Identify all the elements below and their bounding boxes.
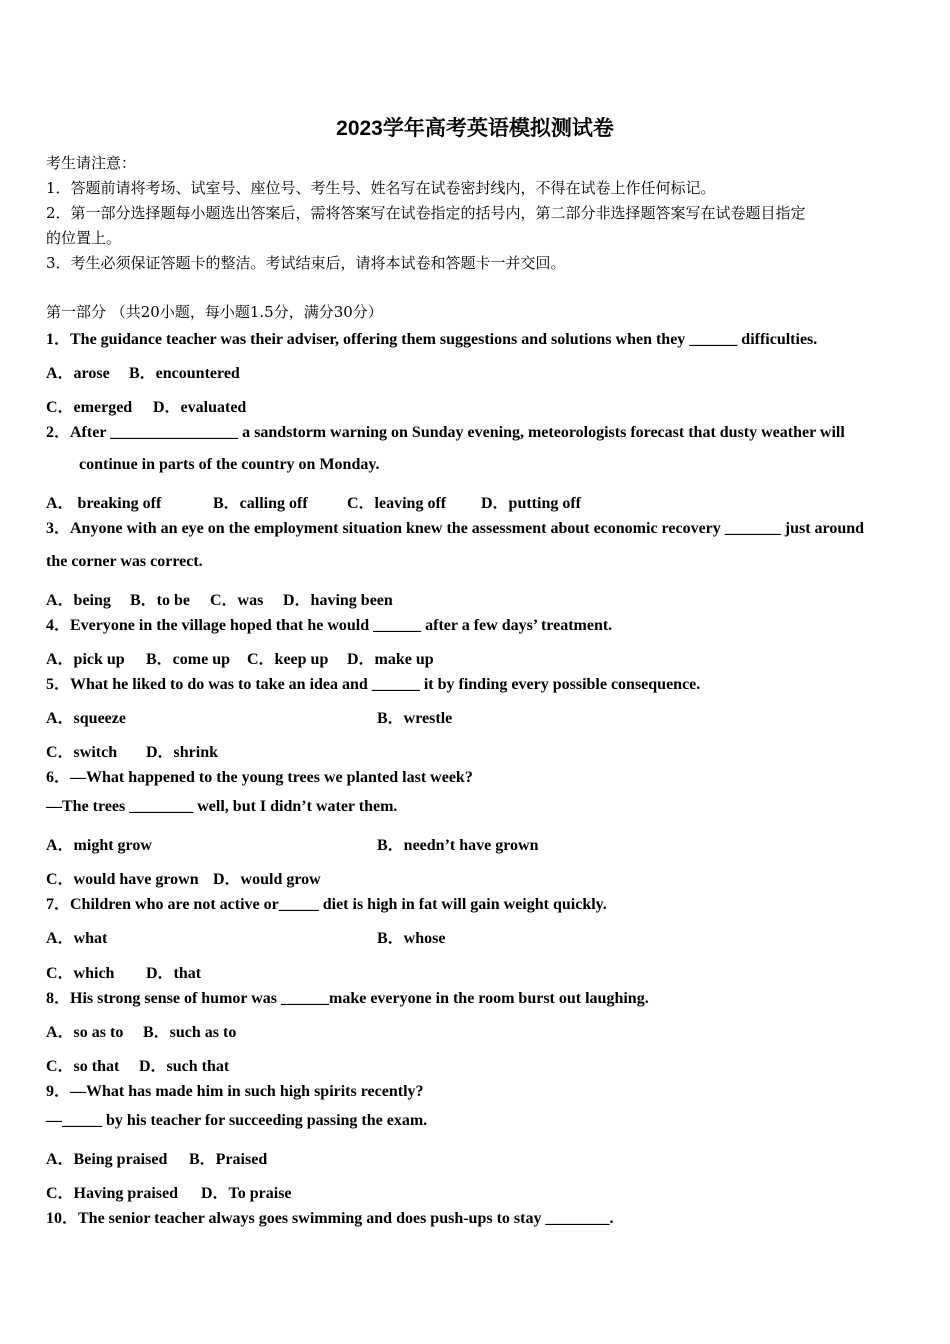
page-title: 2023学年高考英语模拟测试卷 <box>336 117 614 140</box>
section-heading: 第一部分 （共20小题，每小题1.5分，满分30分） <box>46 303 383 321</box>
q9-option-d: D．To praise <box>201 1185 292 1202</box>
q1-option-b: B．encountered <box>129 365 240 382</box>
q5-option-c: C．switch <box>46 744 118 761</box>
question-7-stem: 7．Children who are not active or_____ diet is high in fat will gain weight quickly. <box>46 896 607 913</box>
q9-option-c: C．Having praised <box>46 1185 179 1202</box>
q2-option-a: A． breaking off <box>46 495 162 512</box>
q5-option-b: B．wrestle <box>377 710 453 727</box>
question-6-stem-line-2: —The trees ________ well, but I didn’t water them. <box>46 798 398 815</box>
q9-option-b: B．Praised <box>189 1151 268 1168</box>
q6-option-b: B．needn’t have grown <box>377 837 539 854</box>
q5-option-a: A．squeeze <box>46 710 126 727</box>
q9-option-a: A．Being praised <box>46 1151 168 1168</box>
question-9-stem-line-2: —_____ by his teacher for succeeding passing the exam. <box>46 1112 428 1129</box>
question-3-stem-line-1: 3．Anyone with an eye on the employment situation knew the assessment about economic recovery _______ just around <box>46 520 865 537</box>
q7-option-b: B．whose <box>377 930 446 947</box>
question-6-stem-line-1: 6．—What happened to the young trees we planted last week? <box>46 769 473 786</box>
q6-option-d: D．would grow <box>213 871 321 888</box>
q5-option-d: D．shrink <box>146 744 219 761</box>
q7-option-a: A．what <box>46 930 108 947</box>
q8-option-b: B．such as to <box>143 1024 237 1041</box>
q1-option-a: A．arose <box>46 365 110 382</box>
question-8-stem: 8．His strong sense of humor was ______make everyone in the room burst out laughing. <box>46 990 649 1007</box>
question-3-stem-line-2: the corner was correct. <box>46 553 203 570</box>
q8-option-a: A．so as to <box>46 1024 124 1041</box>
q1-option-c: C．emerged <box>46 399 133 416</box>
q2-option-c: C．leaving off <box>347 495 447 512</box>
q2-option-b: B．calling off <box>213 495 308 512</box>
q6-option-c: C．would have grown <box>46 871 199 888</box>
question-4-stem: 4．Everyone in the village hoped that he would ______ after a few days’ treatment. <box>46 617 613 634</box>
q3-option-d: D．having been <box>283 592 393 609</box>
question-1-stem: 1．The guidance teacher was their adviser, offering them suggestions and solutions when they ______ difficulties. <box>46 331 818 348</box>
notice-line-2b: 的位置上。 <box>46 229 122 247</box>
q1-option-d: D．evaluated <box>153 399 247 416</box>
q6-option-a: A．might grow <box>46 837 152 854</box>
q4-option-b: B．come up <box>146 651 231 668</box>
notice-line-2a: 2．第一部分选择题每小题选出答案后，需将答案写在试卷指定的括号内，第二部分非选择题答案写在试卷题目指定 <box>46 204 806 222</box>
q8-option-d: D．such that <box>139 1058 230 1075</box>
q3-option-a: A．being <box>46 592 111 609</box>
notice-line-3: 3．考生必须保证答题卡的整洁。考试结束后，请将本试卷和答题卡一并交回。 <box>46 254 566 272</box>
question-5-stem: 5．What he liked to do was to take an idea and ______ it by finding every possible consequence. <box>46 676 701 693</box>
q8-option-c: C．so that <box>46 1058 120 1075</box>
q3-option-c: C．was <box>210 592 264 609</box>
q4-option-a: A．pick up <box>46 651 125 668</box>
q3-option-b: B．to be <box>130 592 191 609</box>
q7-option-d: D．that <box>146 965 202 982</box>
question-2-stem-line-1: 2．After ________________ a sandstorm warning on Sunday evening, meteorologists forecast that dusty weather will <box>46 424 845 441</box>
q2-option-d: D．putting off <box>481 495 582 512</box>
question-10-stem: 10．The senior teacher always goes swimming and does push-ups to stay ________. <box>46 1210 614 1227</box>
q4-option-c: C．keep up <box>247 651 329 668</box>
notice-heading: 考生请注意： <box>46 154 137 172</box>
q4-option-d: D．make up <box>347 651 434 668</box>
question-9-stem-line-1: 9．—What has made him in such high spirits recently? <box>46 1083 424 1100</box>
q7-option-c: C．which <box>46 965 115 982</box>
notice-line-1: 1．答题前请将考场、试室号、座位号、考生号、姓名写在试卷密封线内，不得在试卷上作任何标记。 <box>46 179 716 197</box>
question-2-stem-line-2: continue in parts of the country on Monday. <box>79 456 380 473</box>
